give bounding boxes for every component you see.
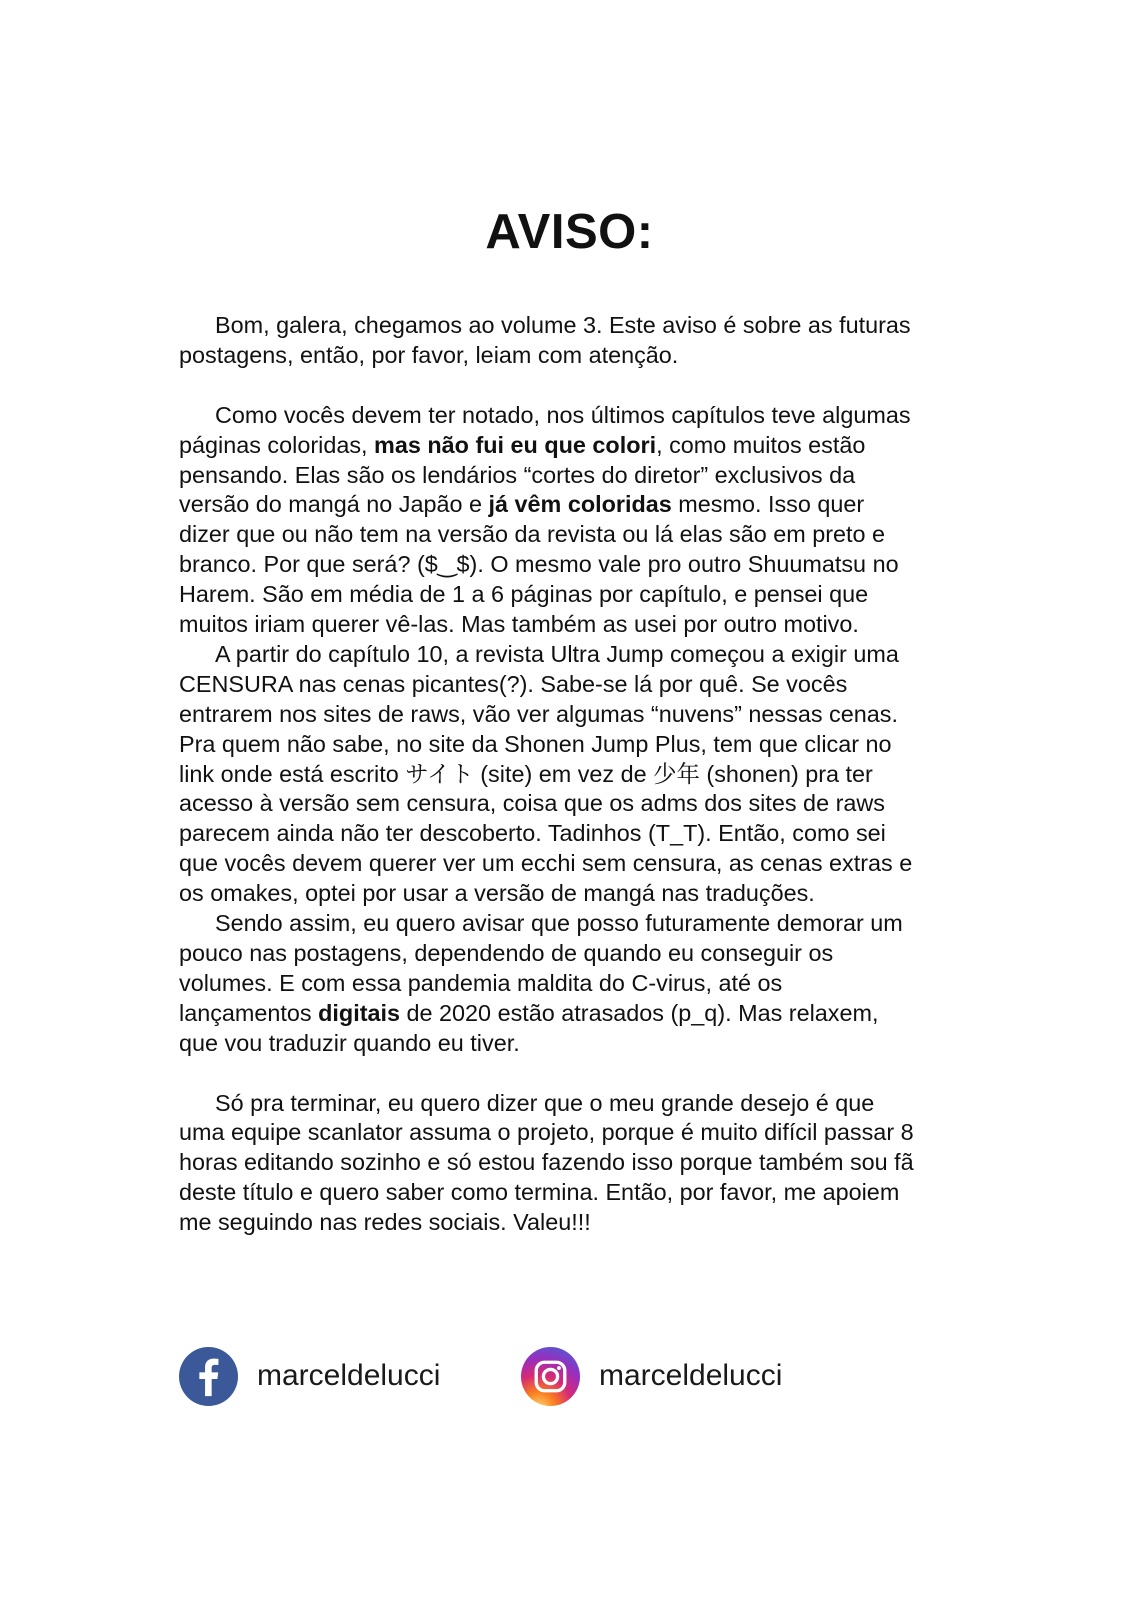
paragraph-delays [179,909,979,1059]
page-title: AVISO: [485,205,654,259]
facebook-handle: marceldelucci [257,1359,441,1392]
text-line: parecem ainda não ter descoberto. Tadinhos (T_T). Então, como sei [179,820,886,847]
text-line: muitos iriam querer vê-las. Mas também as usei por outro motivo. [179,611,859,638]
text-line: postagens, então, por favor, leiam com atenção. [179,341,679,368]
paragraph-closing [179,1089,979,1239]
text-line: dizer que ou não tem na versão da revista ou lá elas são em preto e [179,521,886,548]
text-line: acesso à versão sem censura, coisa que os adms dos sites de raws [179,790,885,817]
text-line: Como vocês devem ter notado, nos últimos capítulos teve algumas [215,401,911,428]
text-line: pouco nas postagens, dependendo de quando eu conseguir os [179,940,834,967]
text-line: Só pra terminar, eu quero dizer que o meu grande desejo é que [215,1089,875,1116]
text-line: CENSURA nas cenas picantes(?). Sabe-se lá por quê. Se vocês [179,670,848,697]
paragraph-colored-pages [179,401,979,640]
text-run: páginas coloridas, [179,431,375,458]
text-line: os omakes, optei por usar a versão de mangá nas traduções. [179,880,815,907]
instagram-link[interactable] [521,1346,782,1406]
text-line: uma equipe scanlator assuma o projeto, porque é muito difícil passar 8 [179,1119,914,1146]
bold-text: já vêm coloridas [488,491,672,518]
instagram-icon [521,1347,580,1406]
text-line [179,431,979,461]
bold-text: mas não fui eu que colori [374,431,657,458]
text-run: lançamentos [179,999,319,1026]
text-line: Bom, galera, chegamos ao volume 3. Este aviso é sobre as futuras [215,312,911,338]
paragraph-censorship [179,640,979,909]
text-line: que vou traduzir quando eu tiver. [179,1029,520,1056]
bold-text: digitais [318,999,401,1026]
text-line: horas editando sozinho e só estou fazendo isso porque também sou fã [179,1149,914,1176]
text-run: de 2020 estão atrasados (p_q). Mas relaxem, [400,999,879,1026]
text-line: entrarem nos sites de raws, vão ver algumas “nuvens” nessas cenas. [179,700,898,727]
text-line: Pra quem não sabe, no site da Shonen Jump Plus, tem que clicar no [179,730,892,757]
text-line [179,490,979,520]
text-line: branco. Por que será? ($‿$). O mesmo vale pro outro Shuumatsu no [179,551,899,578]
text-line: Harem. São em média de 1 a 6 páginas por capítulo, e pensei que [179,581,869,608]
notice-body [179,311,979,1238]
instagram-handle: marceldelucci [599,1359,783,1392]
facebook-icon [179,1347,238,1406]
text-line: Sendo assim, eu quero avisar que posso futuramente demorar um [215,910,903,937]
text-line: volumes. E com essa pandemia maldita do C-virus, até os [179,969,783,996]
text-run: versão do mangá no Japão e [179,491,489,518]
text-line: link onde está escrito サイト (site) em vez de 少年 (shonen) pra ter [179,760,873,787]
text-run: , como muitos estão [656,431,866,458]
text-run: mesmo. Isso quer [671,491,865,518]
text-line: deste título e quero saber como termina. Então, por favor, me apoiem [179,1179,900,1206]
text-line: A partir do capítulo 10, a revista Ultra Jump começou a exigir uma [215,640,899,667]
text-line: que vocês devem querer ver um ecchi sem censura, as cenas extras e [179,850,913,877]
text-line [179,999,979,1029]
facebook-link[interactable] [179,1346,440,1406]
text-line: me seguindo nas redes sociais. Valeu!!! [179,1209,591,1236]
text-line: pensando. Elas são os lendários “cortes do diretor” exclusivos da [179,461,856,488]
paragraph-intro [179,311,979,371]
